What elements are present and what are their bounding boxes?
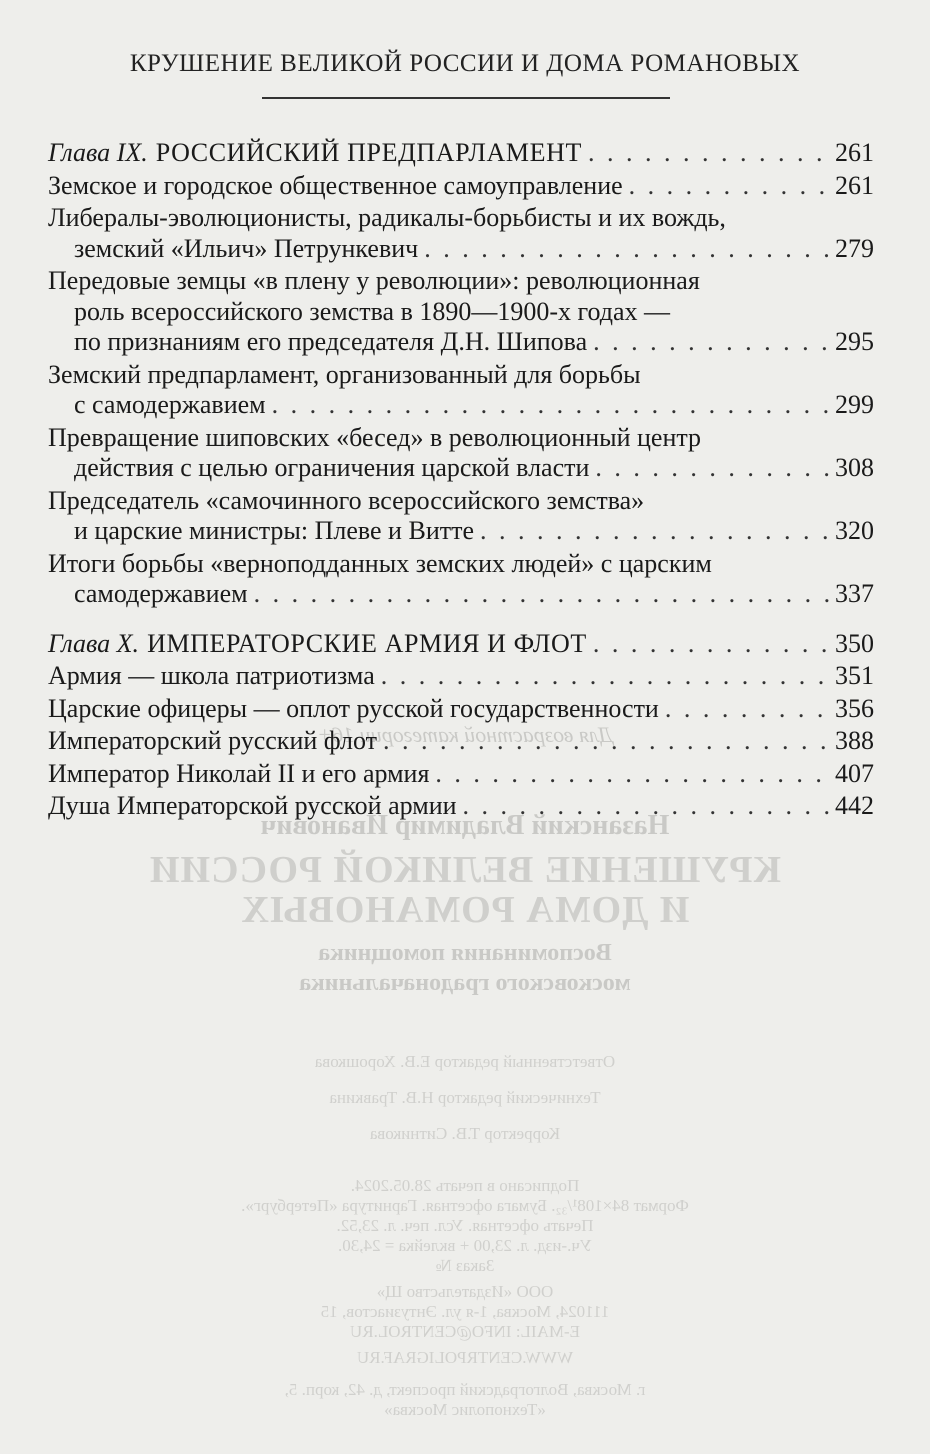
running-head-rule (262, 97, 670, 99)
toc-entry-text: с самодержавием (74, 390, 266, 419)
ghost-imprint-line: Технический редактор Н.В. Травкина (329, 1088, 601, 1107)
leader-dots (595, 453, 831, 484)
toc-entry-text: Земское и городское общественное самоуправление (48, 170, 623, 200)
page-number: 407 (835, 758, 874, 788)
toc-entry-text: Превращение шиповских «бесед» в революционный центр (48, 422, 702, 452)
toc-entry-text: Земский предпарламент, организованный для борьбы (48, 359, 641, 389)
running-head: КРУШЕНИЕ ВЕЛИКОЙ РОССИИ И ДОМА РОМАНОВЫХ (129, 50, 801, 77)
page-number: 442 (835, 791, 874, 820)
toc-entry (48, 266, 874, 358)
toc-entry-text: самодержавием (74, 579, 248, 608)
chapter-label: Глава X. (48, 628, 140, 658)
ghost-imprint-line: E-MAIL: INFO@CENTROL.RU (349, 1322, 581, 1341)
toc-entry (48, 486, 874, 547)
ghost-subtitle-2: московского градоначальника (299, 970, 631, 996)
page-number: 337 (835, 579, 874, 608)
toc-entry (48, 791, 874, 822)
toc-entry-text: Императорский русский флот (48, 726, 377, 755)
leader-dots (629, 171, 831, 202)
page-number: 320 (835, 516, 874, 545)
toc-entry-text: Император Николай II и его армия (48, 758, 430, 788)
chapter-label: Глава IX. (48, 138, 148, 167)
toc-entry-text: Армия — школа патриотизма (48, 661, 375, 690)
page-number: 299 (835, 390, 874, 419)
ghost-imprint-line: Формат 84×108¹/₃₂. Бумага офсетная. Гарнитура «Петербург». (241, 1196, 689, 1215)
leader-dots (593, 327, 831, 358)
leader-dots (593, 629, 831, 660)
toc-entry-text: Председатель «самочинного всероссийского земства» (48, 485, 645, 515)
table-of-contents (48, 138, 874, 822)
leader-dots (424, 234, 831, 265)
toc-entry-text: Итоги борьбы «верноподданных земских людей» с царским (48, 548, 712, 578)
toc-entry (48, 694, 874, 725)
page-number: 388 (835, 726, 874, 755)
ghost-imprint-line: WWW.CENTRPOLIGRAF.RU (356, 1348, 574, 1367)
ghost-imprint-line: Подписано в печать 28.05.2024. (350, 1176, 580, 1195)
toc-entry (48, 726, 874, 757)
ghost-imprint-line: ООО «Издательство Щ» (376, 1282, 554, 1301)
toc-entry (48, 661, 874, 692)
ghost-imprint-line: Печать офсетная. Усл. печ. л. 23,52. (336, 1216, 594, 1235)
chapter-title: РОССИЙСКИЙ ПРЕДПАРЛАМЕНТ (155, 138, 582, 167)
toc-entry-text: по признаниям его председателя Д.Н. Шипова (74, 327, 588, 356)
page-number: 261 (835, 138, 874, 167)
toc-entry (48, 759, 874, 790)
toc-entry (48, 203, 874, 264)
ghost-title-2: И ДОМА РОМАНОВЫХ (240, 889, 690, 931)
chapter-title: ИМПЕРАТОРСКИЕ АРМИЯ И ФЛОТ (147, 628, 587, 658)
leader-dots (480, 516, 831, 547)
ghost-author: Назанский Владимир Иванович (260, 810, 670, 841)
ghost-imprint-line: г. Москва, Волгоградский проспект, д. 42, корп. 5, (284, 1380, 646, 1399)
toc-entry-text: земский «Ильич» Петрункевич (74, 233, 419, 263)
leader-dots (435, 759, 831, 790)
leader-dots (588, 138, 831, 169)
leader-dots (254, 579, 831, 610)
ghost-imprint-line: «Технополис Москва» (384, 1400, 546, 1419)
leader-dots (272, 390, 831, 421)
ghost-title-1: КРУШЕНИЕ ВЕЛИКОЙ РОССИИ (148, 849, 782, 891)
ghost-imprint-line: 111024, Москва, 1-я ул. Энтузиастов, 15 (320, 1302, 610, 1321)
toc-entry-text: Царские офицеры — оплот русской государственности (48, 693, 659, 723)
leader-dots (463, 791, 831, 822)
page-number: 295 (835, 327, 874, 356)
ghost-imprint-line: Уч.-изд. л. 23,00 + вклейка = 24,30. (337, 1236, 593, 1255)
leader-dots (665, 694, 831, 725)
toc-entry-text: Передовые земцы «в плену у революции»: революционная (48, 266, 700, 295)
ghost-series: Для возрастной категории 16+ (317, 722, 613, 747)
toc-entry (48, 171, 874, 202)
toc-entry (48, 360, 874, 421)
toc-entry (48, 549, 874, 610)
ghost-imprint-line: Заказ № (435, 1256, 495, 1275)
toc-chapter-heading (48, 629, 874, 660)
leader-dots (383, 726, 831, 757)
toc-entry-text: роль всероссийского земства в 1890—1900-х годах — (74, 296, 671, 326)
toc-chapter-heading (48, 138, 874, 169)
toc-entry-text: и царские министры: Плеве и Витте (74, 516, 474, 545)
leader-dots (381, 661, 831, 692)
page-number: 350 (835, 628, 874, 658)
page-number: 261 (835, 170, 874, 200)
ghost-imprint-line: Ответственный редактор Е.В. Хорошкова (314, 1052, 616, 1071)
ghost-subtitle-1: Воспоминания помощника (318, 940, 612, 966)
page-number: 279 (835, 233, 874, 263)
toc-entry (48, 423, 874, 484)
page-number: 356 (835, 693, 874, 723)
page-number: 351 (835, 661, 874, 690)
toc-entry-text: Либералы-эволюционисты, радикалы-борьбисты и их вождь, (48, 203, 726, 232)
toc-entry-text: действия с целью ограничения царской власти (74, 453, 590, 482)
page-number: 308 (835, 453, 874, 482)
ghost-imprint-line: Корректор Т.В. Ситникова (369, 1124, 561, 1143)
toc-entry-text: Душа Императорской русской армии (48, 791, 457, 820)
